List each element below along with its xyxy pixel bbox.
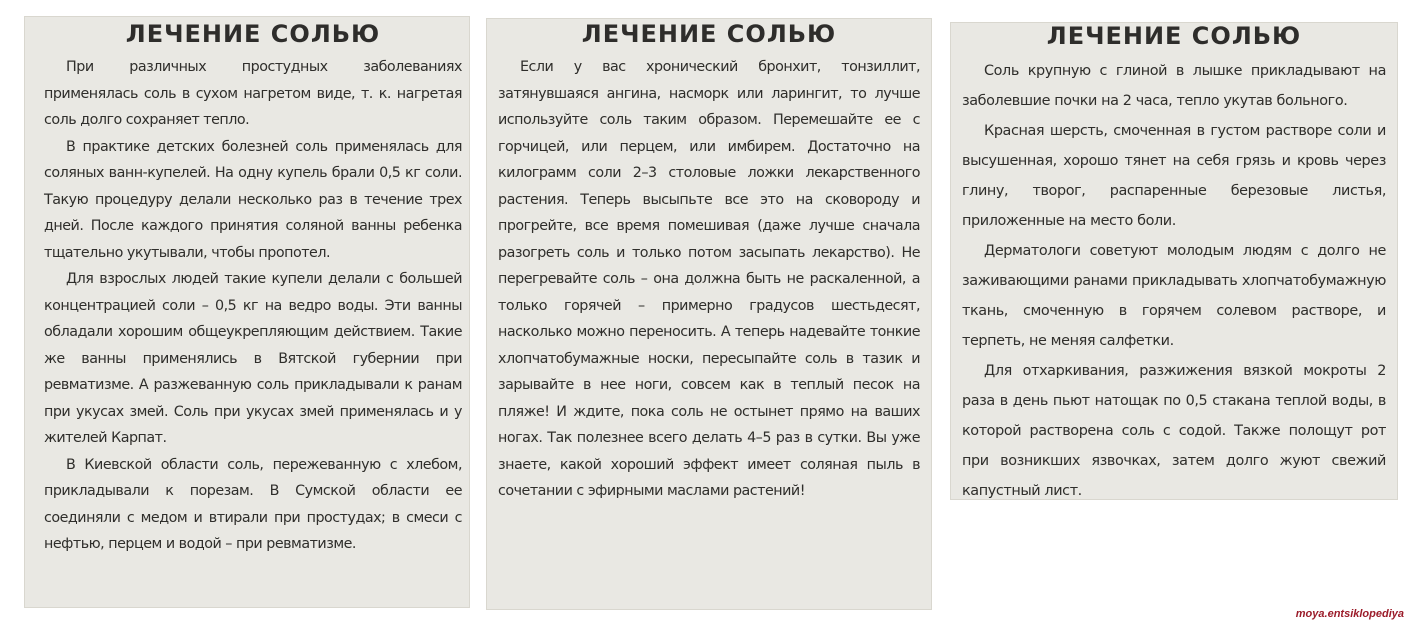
paragraph: Для отхаркивания, разжижения вязкой мокроты 2 раза в день пьют натощак по 0,5 стакана теплой воды, в которой растворена соль с содой. Также полощут рот при возникших язвочках, затем долго жуют свежий капустный лист. [962,363,1386,499]
paragraph: При различных простудных заболеваниях применялась соль в сухом нагретом виде, т. к. нагретая соль долго сохраняет тепло. [44,59,462,128]
paragraph: В практике детских болезней соль применялась для соляных ванн-купелей. На одну купель брали 0,5 кг соли. Такую процедуру делали несколько раз в течение трех дней. После каждого принятия соляной ванны ребенка тщательно укутывали, чтобы пропотел. [44,138,462,261]
paragraph: Для взрослых людей такие купели делали с большей концентрацией соли – 0,5 кг на ведро воды. Эти ванны обладали хорошим общеукрепляющим действием. Такие же ванны применялись в Вятской губернии при ревматизме. А разжеванную соль прикладывали к ранам при укусах змей. Соль при укусах змей применялась и у жителей Карпат. [44,271,462,446]
clipping-3 [950,22,1398,500]
clipping-title: ЛЕЧЕНИЕ СОЛЬЮ [1046,22,1302,50]
paragraph: Дерматологи советуют молодым людям с долго не заживающими ранами прикладывать хлопчатобумажную ткань, смоченную в горячем солевом растворе, и терпеть, не меняя салфетки. [962,243,1386,349]
paragraph: Красная шерсть, смоченная в густом растворе соли и высушенная, хорошо тянет на себя грязь и кровь через глину, творог, распаренные березовые листья, приложенные на место боли. [962,123,1386,229]
site-watermark: moya.entsiklopediya [1295,608,1404,620]
clipping-title: ЛЕЧЕНИЕ СОЛЬЮ [125,20,381,48]
clipping-title: ЛЕЧЕНИЕ СОЛЬЮ [581,20,837,48]
paragraph: В Киевской области соль, пережеванную с хлебом, прикладывали к порезам. В Сумской области ее соединяли с медом и втирали при простудах; в смеси с нефтью, перцем и водой – при ревматизме. [44,456,462,552]
paragraph: Соль крупную с глиной в лышке прикладывают на заболевшие почки на 2 часа, тепло укутав больного. [962,63,1386,109]
clipping-2 [486,18,932,610]
paragraph: Если у вас хронический бронхит, тонзиллит, затянувшаяся ангина, насморк или ларингит, то лучше используйте соль таким образом. Перемешайте ее с горчицей, или перцем, или имбирем. Достаточно на килограмм соли 2–3 столовые ложки лекарственного растения. Теперь высыпьте все это на сковороду и прогрейте, все время помешивая (даже лучше сначала разогреть соль и только потом засыпать лекарство). Не перегревайте соль – она должна быть не раскаленной, а только горячей – примерно градусов шестьдесят, насколько можно переносить. А теперь надевайте тонкие хлопчатобумажные носки, пересыпайте соль в тазик и зарывайте в нее ноги, совсем как в теплый песок на пляже! И ждите, пока соль не остынет прямо на ваших ногах. Так полезнее всего делать 4–5 раз в сутки. Вы уже знаете, какой хороший эффект имеет соляная пыль в сочетании с эфирными маслами растений! [498,59,920,499]
clipping-1 [24,16,470,608]
